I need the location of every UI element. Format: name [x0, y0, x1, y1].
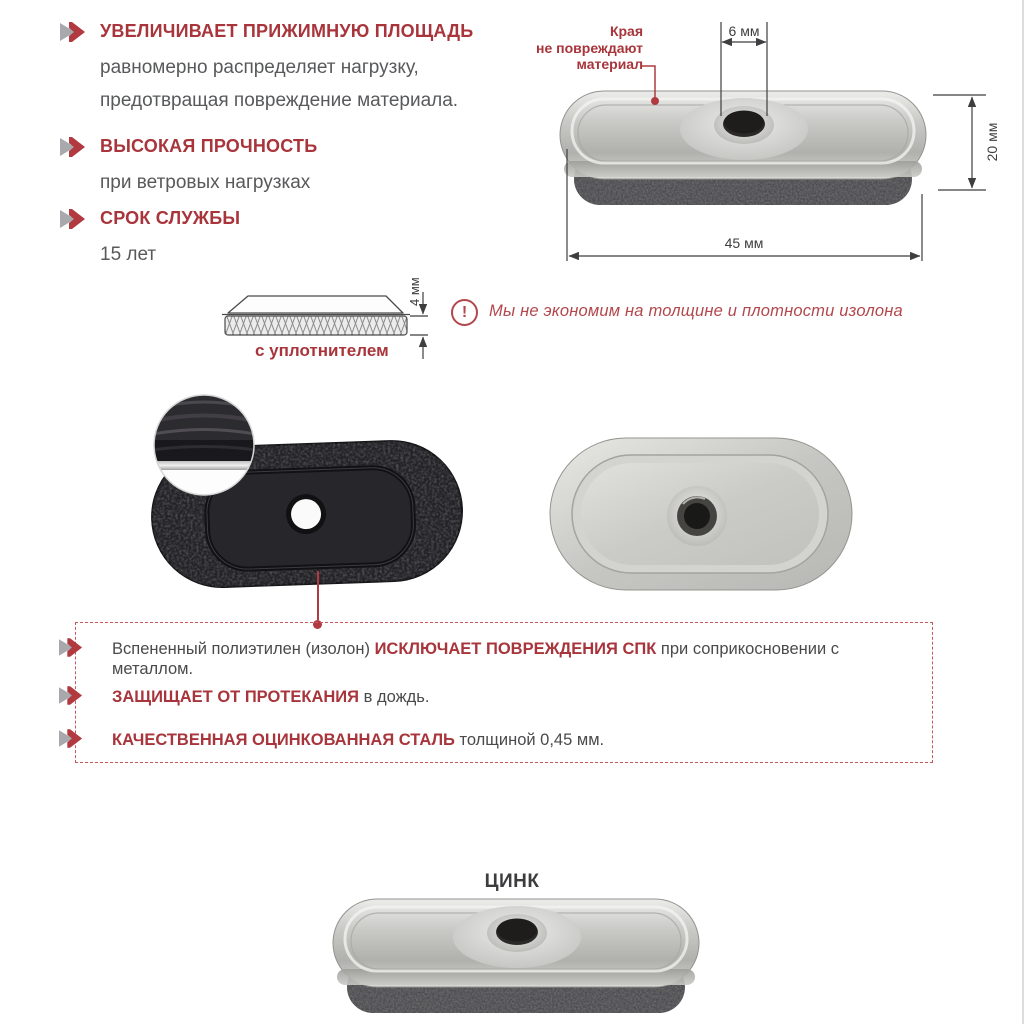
washer-side-photo	[560, 91, 926, 205]
note-text: Мы не экономим на толщине и плотности изолона	[489, 302, 903, 320]
edges-callout	[525, 23, 643, 73]
callout-line: Края	[609, 23, 643, 39]
arrow-bullet-icon	[59, 686, 83, 705]
info-item	[112, 639, 922, 679]
connector-line	[317, 571, 319, 620]
info-item-strong: КАЧЕСТВЕННАЯ ОЦИНКОВАННАЯ СТАЛЬ	[112, 731, 455, 749]
info-box	[75, 622, 933, 763]
dim-45mm-label: 45 мм	[724, 235, 764, 251]
sealant-layer	[225, 316, 407, 335]
info-item	[112, 687, 922, 707]
feature-title: СРОК СЛУЖБЫ	[100, 208, 241, 228]
arrow-bullet-icon	[59, 729, 83, 748]
dim-6mm-label: 6 мм	[728, 23, 760, 39]
arrow-bullet-icon	[59, 638, 83, 657]
feature-title: УВЕЛИЧИВАЕТ ПРИЖИМНУЮ ПЛОЩАДЬ	[100, 21, 474, 41]
feature-item	[60, 207, 240, 271]
info-item-pre: Вспененный полиэтилен (изолон)	[112, 640, 375, 658]
arrow-bullet-icon	[60, 137, 86, 157]
feature-item	[60, 135, 317, 199]
zinc-washer-photo	[326, 894, 704, 1024]
feature-body-line: предотвращая повреждение материала.	[100, 90, 459, 111]
feature-title: ВЫСОКАЯ ПРОЧНОСТЬ	[100, 136, 318, 156]
zinc-label: ЦИНК	[484, 871, 540, 892]
info-item	[112, 730, 922, 750]
arrow-bullet-icon	[60, 209, 86, 229]
info-item-strong: ИСКЛЮЧАЕТ ПОВРЕЖДЕНИЯ СПК	[374, 640, 657, 658]
info-item-post: при соприкосновении с металлом.	[112, 640, 840, 678]
callout-line: не повреждают	[536, 39, 643, 56]
feature-item	[60, 20, 473, 117]
dim-4mm-label: 4 мм	[407, 277, 422, 306]
feature-body-line: при ветровых нагрузках	[100, 172, 311, 193]
dim-20mm-label: 20 мм	[984, 122, 1000, 162]
feature-body-line: равномерно распределяет нагрузку,	[100, 57, 419, 78]
cross-section-label: с уплотнителем	[255, 341, 389, 360]
dimension-4mm	[407, 277, 428, 359]
arrow-bullet-icon	[60, 22, 86, 42]
foam-washer-photo	[148, 388, 480, 593]
dimension-20mm	[933, 95, 1000, 190]
callout-line: материал	[576, 56, 643, 72]
info-item-post: в дождь.	[359, 688, 430, 706]
feature-body-line: 15 лет	[100, 244, 157, 265]
metal-washer-photo	[545, 432, 855, 597]
exclamation-icon: !	[451, 299, 478, 326]
info-item-strong: ЗАЩИЩАЕТ ОТ ПРОТЕКАНИЯ	[112, 688, 360, 706]
info-item-post: толщиной 0,45 мм.	[454, 731, 605, 749]
